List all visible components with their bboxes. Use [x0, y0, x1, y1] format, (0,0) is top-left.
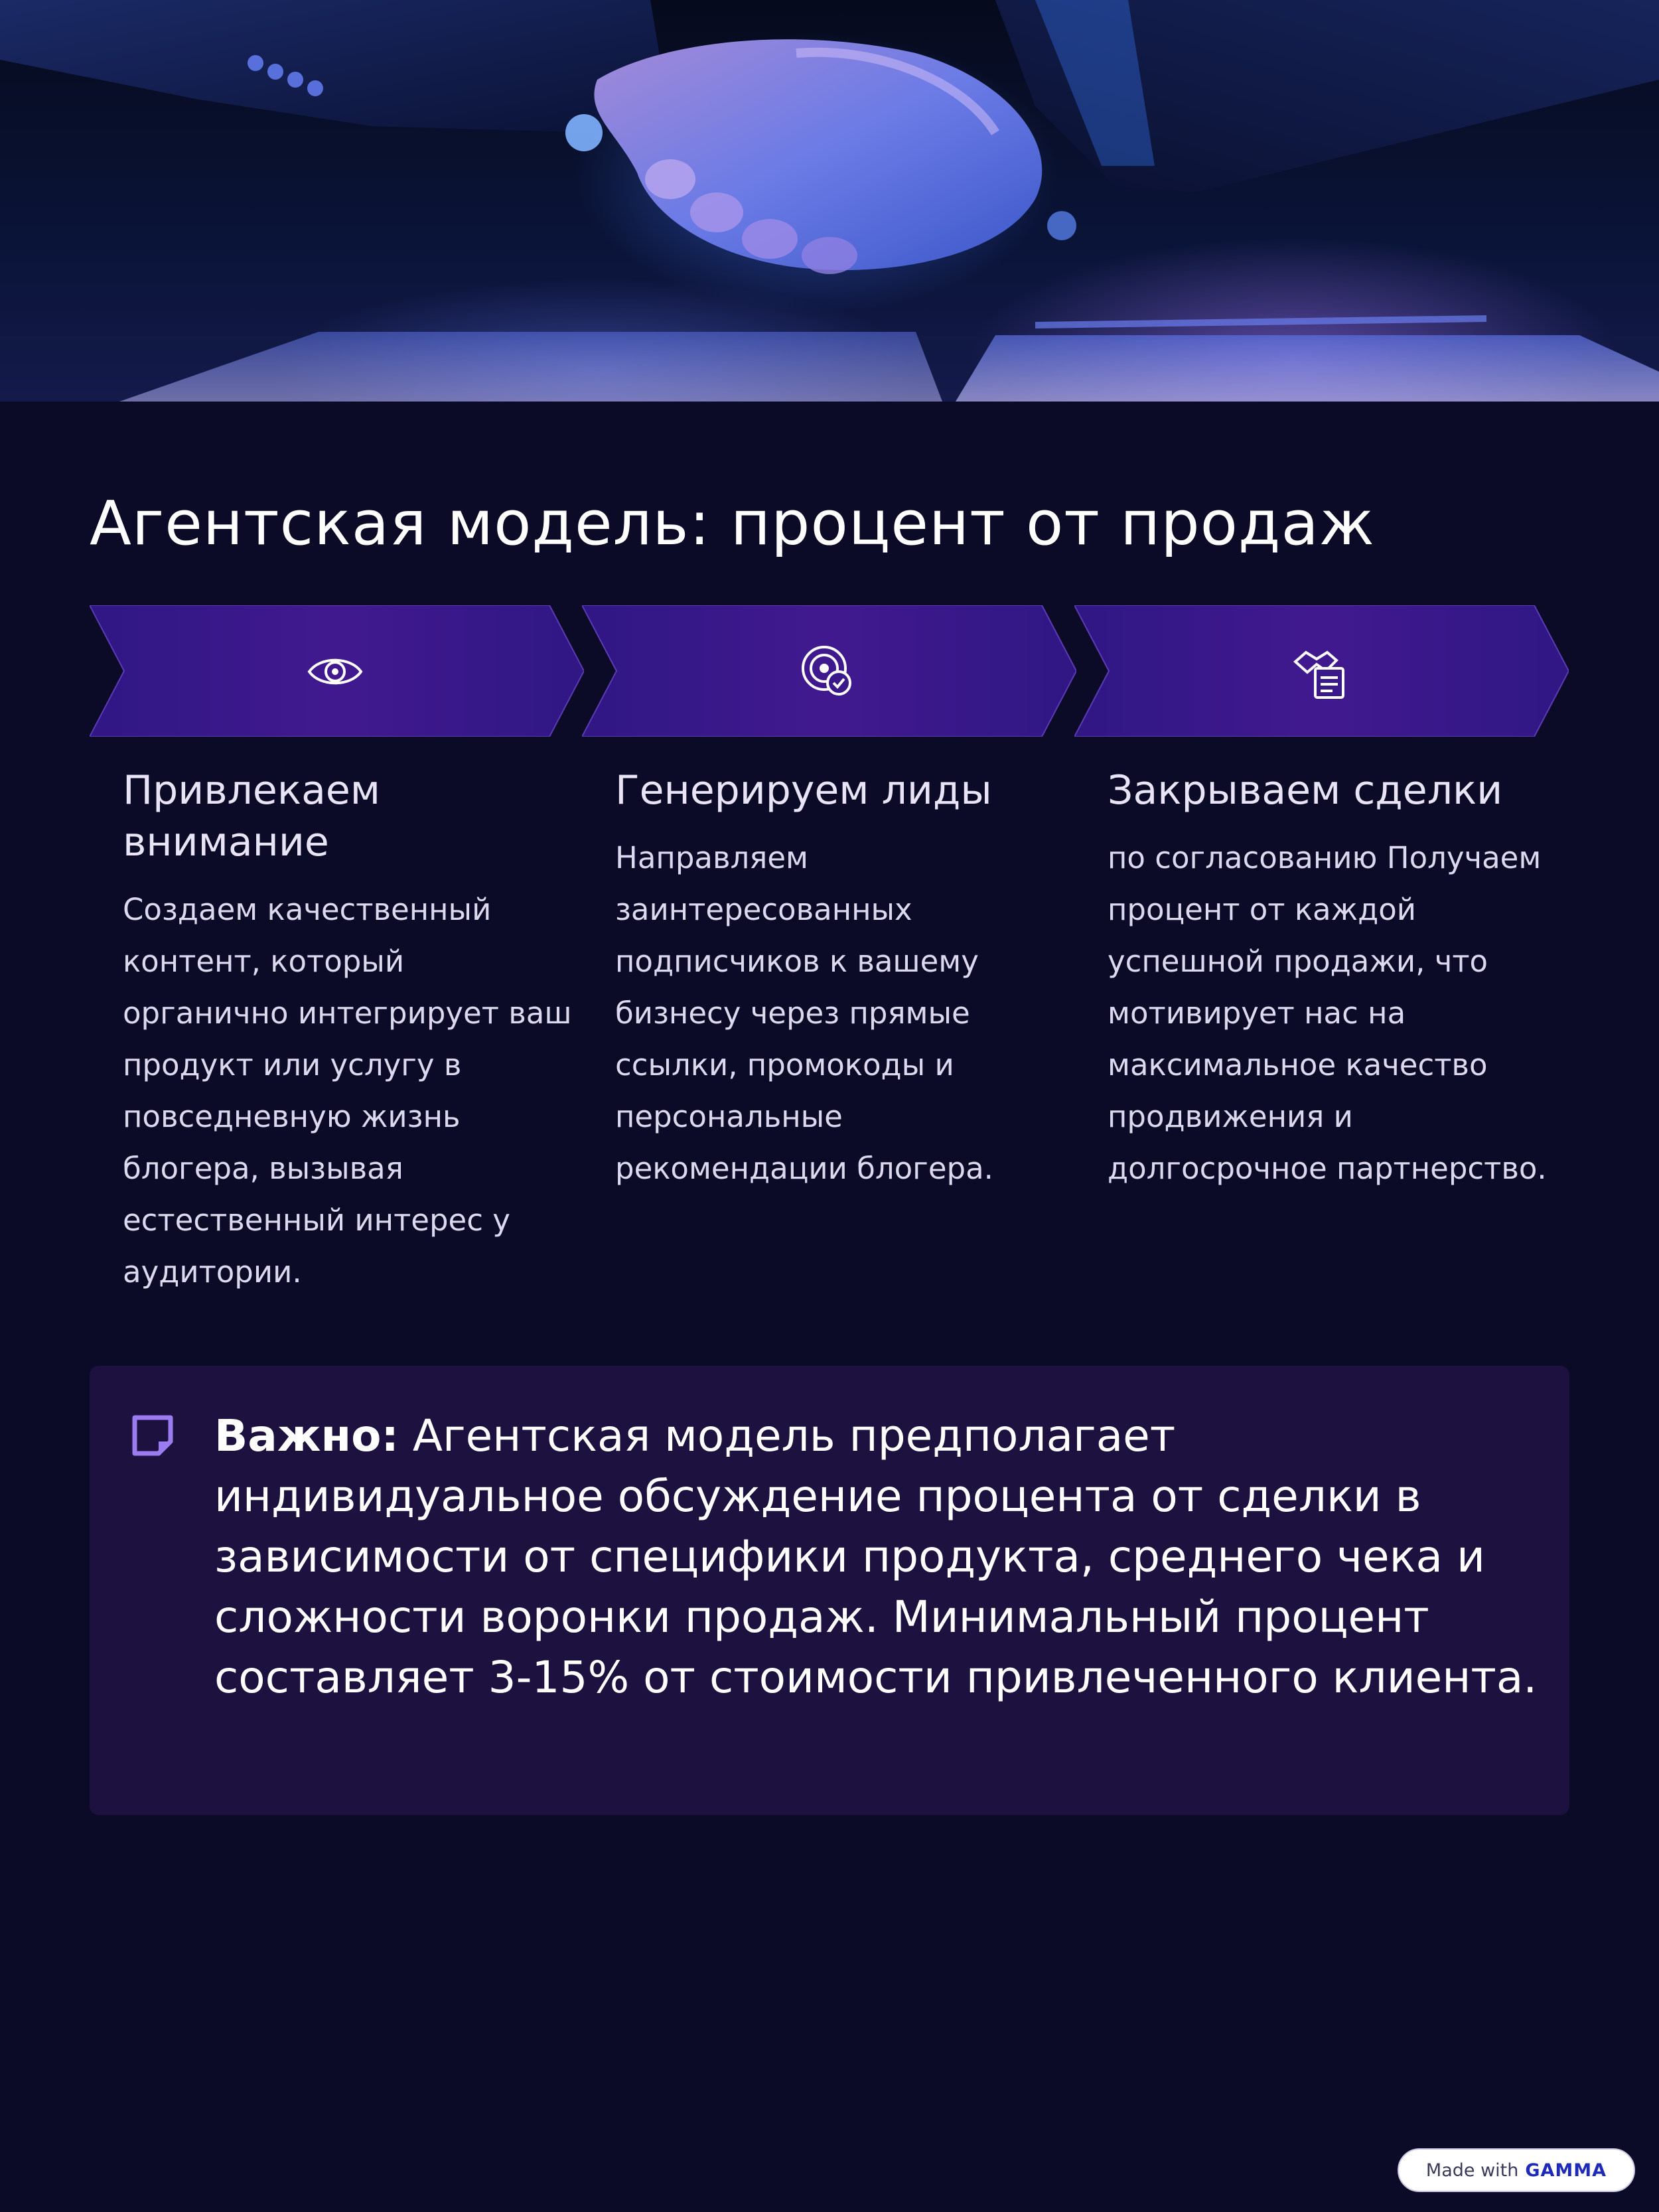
hero-image	[0, 0, 1659, 402]
eye-icon	[305, 642, 365, 701]
handshake-document-icon	[1290, 642, 1350, 701]
step-attract-attention	[90, 605, 584, 1335]
callout-text	[214, 1406, 1542, 1708]
step-title: Генерируем лиды	[615, 767, 992, 814]
callout-body: Агентская модель предполагает индивидуальное обсуждение процента от сделки в зависимости от специфики продукта, среднего чека и сложности воронки продаж. Минимальный процент составляет 3-15% от стоимости привлеченного клиента.	[214, 1410, 1538, 1703]
important-callout	[90, 1366, 1569, 1815]
step-description: по согласованию Получаем процент от каждой успешной продажи, что мотивирует нас на максимальное качество продвижения и долгосрочное партнерство.	[1108, 840, 1547, 1186]
badge-prefix: Made with	[1425, 2160, 1519, 2181]
step-title: Привлекаем внимание	[123, 767, 381, 865]
step-generate-leads	[582, 605, 1076, 1335]
step-description: Направляем заинтересованных подписчиков к вашему бизнесу через прямые ссылки, промокоды и персональные рекомендации блогера.	[615, 840, 993, 1186]
step-description: Создаем качественный контент, который органично интегрирует ваш продукт или услугу в повседневную жизнь блогера, вызывая естественный интерес у аудитории.	[123, 892, 572, 1290]
process-steps	[90, 605, 1569, 1335]
handshake-illustration	[0, 0, 1659, 402]
step-title: Закрываем сделки	[1108, 767, 1503, 814]
callout-label: Важно:	[214, 1410, 399, 1461]
note-icon	[129, 1412, 176, 1459]
made-with-gamma-badge[interactable]	[1398, 2148, 1635, 2192]
badge-brand: GAMMA	[1525, 2160, 1607, 2181]
step-close-deals	[1074, 605, 1569, 1335]
target-check-icon	[798, 642, 857, 701]
page-title: Агентская модель: процент от продаж	[90, 488, 1375, 559]
